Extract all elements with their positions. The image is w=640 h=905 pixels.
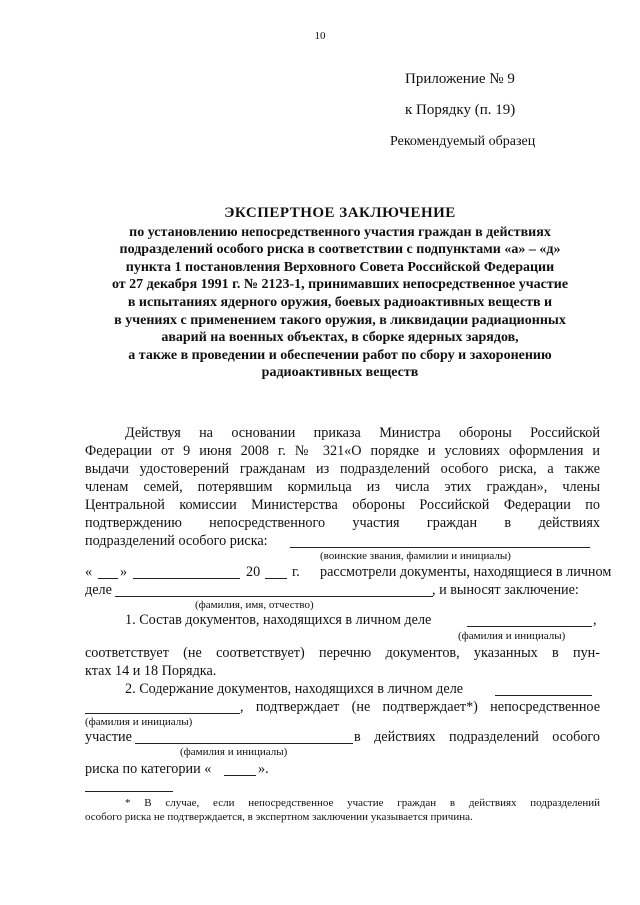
title-line: аварий на военных объектах, в сборке ядерных зарядов, [161,330,519,346]
item1-comma: , [593,612,597,628]
appendix-number: Приложение № 9 [405,71,515,87]
ranks-names-caption: (воинские звания, фамилии и инициалы) [320,550,511,562]
intro-line: Центральной комиссии Министерства обороны Российской Федерации по [85,497,600,513]
title-line: подразделений особого риска в соответствии с подпунктами «а» – «д» [119,242,561,258]
ranks-names-blank[interactable] [290,547,590,548]
date-close-quote: » [120,564,128,580]
date-open-quote: « [85,564,93,580]
risk-category-end: ». [258,761,269,777]
title-line: пункта 1 постановления Верховного Совета Российской Федерации [125,259,555,275]
document-title [30,205,640,382]
item2-text: 2. Содержание документов, находящихся в личном деле [125,681,464,697]
item1-line: ктах 14 и 18 Порядка. [85,663,217,679]
intro-line: членам семей, потерявшим кормильца из числа этих граждан», члены [85,479,600,495]
participation-name-caption: (фамилия и инициалы) [180,746,288,758]
item1-name-blank[interactable] [467,626,592,627]
intro-line: выдачи удостоверений гражданам из подразделений особого риска, а также [85,461,600,477]
title-line: а также в проведении и обеспечении работ по сбору и захоронению [128,347,552,363]
month-blank[interactable] [133,578,240,579]
person-name-blank[interactable] [115,596,433,597]
item2-name-caption: (фамилия и инициалы) [85,716,193,728]
item1-name-caption: (фамилия и инициалы) [458,630,566,642]
item1-text: 1. Состав документов, находящихся в личном деле [125,612,432,628]
title-line: по установлению непосредственного участия граждан в действиях [129,224,551,240]
page-number: 10 [314,30,326,42]
footnote-separator [85,791,173,792]
item1-line: соответствует (не соответствует) перечню документов, указанных в пун- [85,645,600,661]
risk-category-label: риска по категории « [85,761,212,777]
participation-label: участие [85,729,132,745]
year-prefix: 20 [246,564,261,580]
appendix-sample-label: Рекомендуемый образец [390,134,536,149]
reviewed-documents-text: рассмотрели документы, находящиеся в личном [320,564,612,580]
day-blank[interactable] [98,578,118,579]
conclusion-text: , и выносят заключение: [432,582,579,598]
person-name-caption: (фамилия, имя, отчество) [195,599,314,611]
intro-line: Федерации от 9 июня 2008 г. № 321«О порядке и условиях оформления и [85,443,600,459]
footnote-line: * В случае, если непосредственное участие граждан в действиях подразделений [125,797,600,809]
intro-line: подтверждению непосредственного участия граждан в действиях [85,515,600,531]
appendix-reference: к Порядку (п. 19) [405,102,516,118]
footnote-line: особого риска не подтверждается, в экспертном заключении указывается причина. [85,811,473,823]
title-line: от 27 декабря 1991 г. № 2123-1, принимавших непосредственное участие [111,277,569,293]
year-blank[interactable] [265,578,287,579]
item2-line: в действиях подразделений особого [354,729,600,745]
title-line: в испытаниях ядерного оружия, боевых радиоактивных веществ и [127,294,553,310]
intro-line: Действуя на основании приказа Министра обороны Российской [125,425,600,441]
item2-name-blank-2[interactable] [85,713,240,714]
item2-line: , подтверждает (не подтверждает*) непосредственное [240,699,600,715]
participation-name-blank[interactable] [135,743,353,744]
delo-label: деле [85,582,112,598]
risk-category-blank[interactable] [224,775,256,776]
year-suffix: г. [292,564,300,580]
title-line: в учениях с применением такого оружия, в ликвидации радиационных [114,312,566,328]
intro-line: подразделений особого риска: [85,533,268,549]
title-line: радиоактивных веществ [261,365,419,381]
item2-name-blank-1[interactable] [495,695,592,696]
title-heading: ЭКСПЕРТНОЕ ЗАКЛЮЧЕНИЕ [224,205,456,221]
